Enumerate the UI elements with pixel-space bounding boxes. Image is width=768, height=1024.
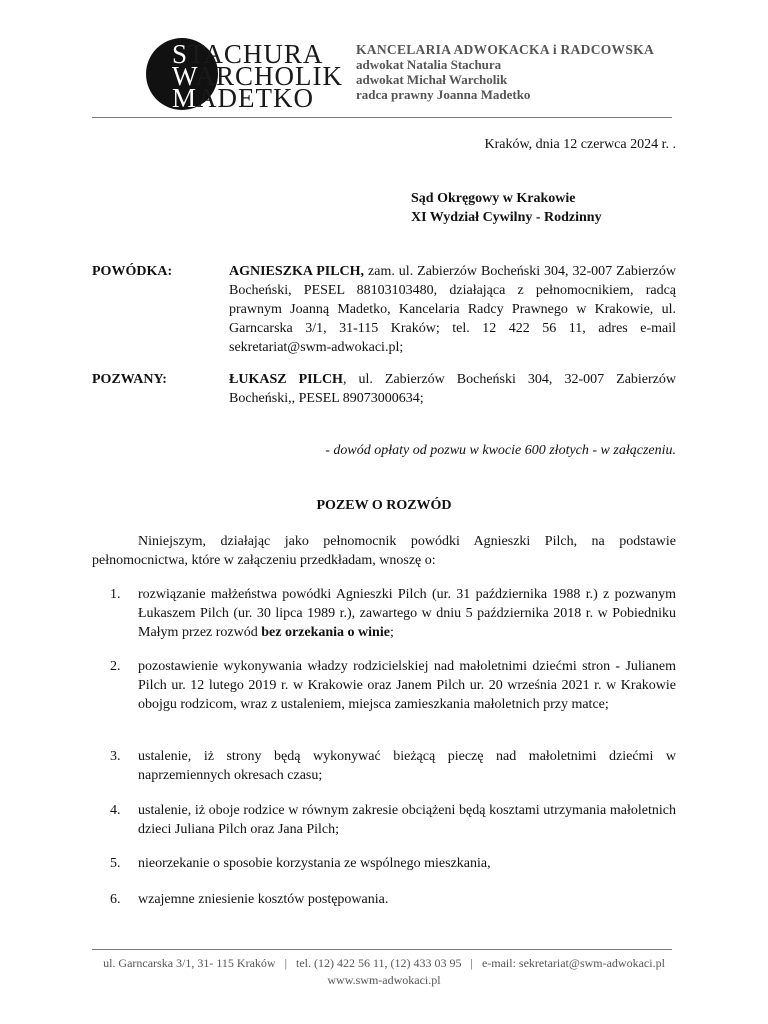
footer-email: e-mail: sekretariat@swm-adwokaci.pl: [481, 956, 665, 970]
request-item: nieorzekanie o sposobie korzystania ze wspólnego mieszkania,: [138, 856, 491, 871]
fee-note: - dowód opłaty od pozwu w kwocie 600 złotych - w załączeniu.: [325, 443, 676, 458]
logo-line-1: STACHURA: [172, 39, 324, 69]
request-item: ustalenie, iż oboje rodzice w równym zakresie obciążeni będą kosztami utrzymania małoletnich dzieci Juliana Pilch oraz Jana Pilch;: [138, 803, 676, 837]
footer-contact: [0, 956, 768, 971]
defendant-label: POZWANY:: [92, 372, 167, 387]
footer-website[interactable]: www.swm-adwokaci.pl: [327, 973, 441, 987]
request-emphasis: bez orzekania o winie: [261, 625, 390, 640]
firm-logo: [172, 39, 343, 113]
request-item: wzajemne zniesienie kosztów postępowania.: [138, 892, 389, 907]
firm-title: KANCELARIA ADWOKACKA i RADCOWSKA: [356, 42, 655, 57]
intro-paragraph: Niniejszym, działając jako pełnomocnik powódki Agnieszki Pilch, na podstawie pełnomocnictwa, które w załączeniu przedkładam, wnoszę o:: [92, 534, 676, 568]
plaintiff-name: AGNIESZKA PILCH,: [229, 264, 365, 279]
footer-address: ul. Garncarska 3/1, 31- 115 Kraków: [103, 956, 276, 970]
footer-phone: tel. (12) 422 56 11, (12) 433 03 95: [295, 956, 462, 970]
document-date: Kraków, dnia 12 czerwca 2024 r. .: [484, 137, 676, 152]
request-number: 2.: [110, 659, 121, 674]
defendant-name: ŁUKASZ PILCH: [229, 372, 343, 387]
footer-separator: |: [470, 956, 473, 970]
court-address: [411, 189, 602, 227]
request-number: 5.: [110, 856, 121, 871]
request-item: ustalenie, iż strony będą wykonywać bieżącą pieczę nad małoletnimi dziećmi w naprzemiennych okresach czasu;: [138, 749, 676, 783]
firm-header: [356, 42, 654, 102]
request-number: 4.: [110, 803, 121, 818]
logo-line-3: MADETKO: [172, 83, 314, 113]
defendant-text: , ul. Zabierzów Bocheński 304, 32-007 Zabierzów Bocheński,, PESEL 89073000634;: [229, 372, 676, 406]
plaintiff-text: zam. ul. Zabierzów Bocheński 304, 32-007 Zabierzów Bocheński, PESEL 88103103480, działająca z pełnomocnikiem, radcą prawnym Joanną Madetko, Kancelaria Radcy Prawnego w Krakowie, ul. Garncarska 3/1, 31-115 Kraków; tel. 12 422 56 11, adres e-mail sekretariat@swm-adwokaci.pl;: [229, 264, 676, 355]
request-item: rozwiązanie małżeństwa powódki Agnieszki Pilch (ur. 31 października 1988 r.) z pozwanym Łukaszem Pilch (ur. 30 lipca 1989 r.), zawartego w dniu 5 października 2018 r. w Pobiedniku Małym przez rozwód bez orzekania o winie;: [138, 587, 676, 640]
document-heading: POZEW O ROZWÓD: [316, 498, 452, 513]
logo-line-2: WARCHOLIK: [172, 61, 343, 91]
request-number: 3.: [110, 749, 121, 764]
firm-member-1: adwokat Natalia Stachura: [356, 57, 502, 72]
plaintiff-label: POWÓDKA:: [92, 264, 173, 279]
court-name: Sąd Okręgowy w Krakowie: [411, 191, 576, 206]
footer-separator: |: [284, 956, 287, 970]
plaintiff-details: [229, 262, 676, 357]
defendant-details: [229, 370, 676, 408]
firm-member-3: radca prawny Joanna Madetko: [356, 87, 531, 102]
footer-divider: [92, 949, 672, 950]
header-divider: [92, 117, 672, 118]
request-number: 6.: [110, 892, 121, 907]
court-division: XI Wydział Cywilny - Rodzinny: [411, 210, 602, 225]
request-item: pozostawienie wykonywania władzy rodzicielskiej nad małoletnimi dziećmi stron - Julianem Pilch ur. 12 lutego 2019 r. w Krakowie oraz Janem Pilch ur. 20 września 2021 r. w Krakowie obojgu rodzicom, wraz z ustaleniem, miejsca zamieszkania małoletnich przy matce;: [138, 659, 676, 712]
request-number: 1.: [110, 587, 121, 602]
firm-member-2: adwokat Michał Warcholik: [356, 72, 508, 87]
